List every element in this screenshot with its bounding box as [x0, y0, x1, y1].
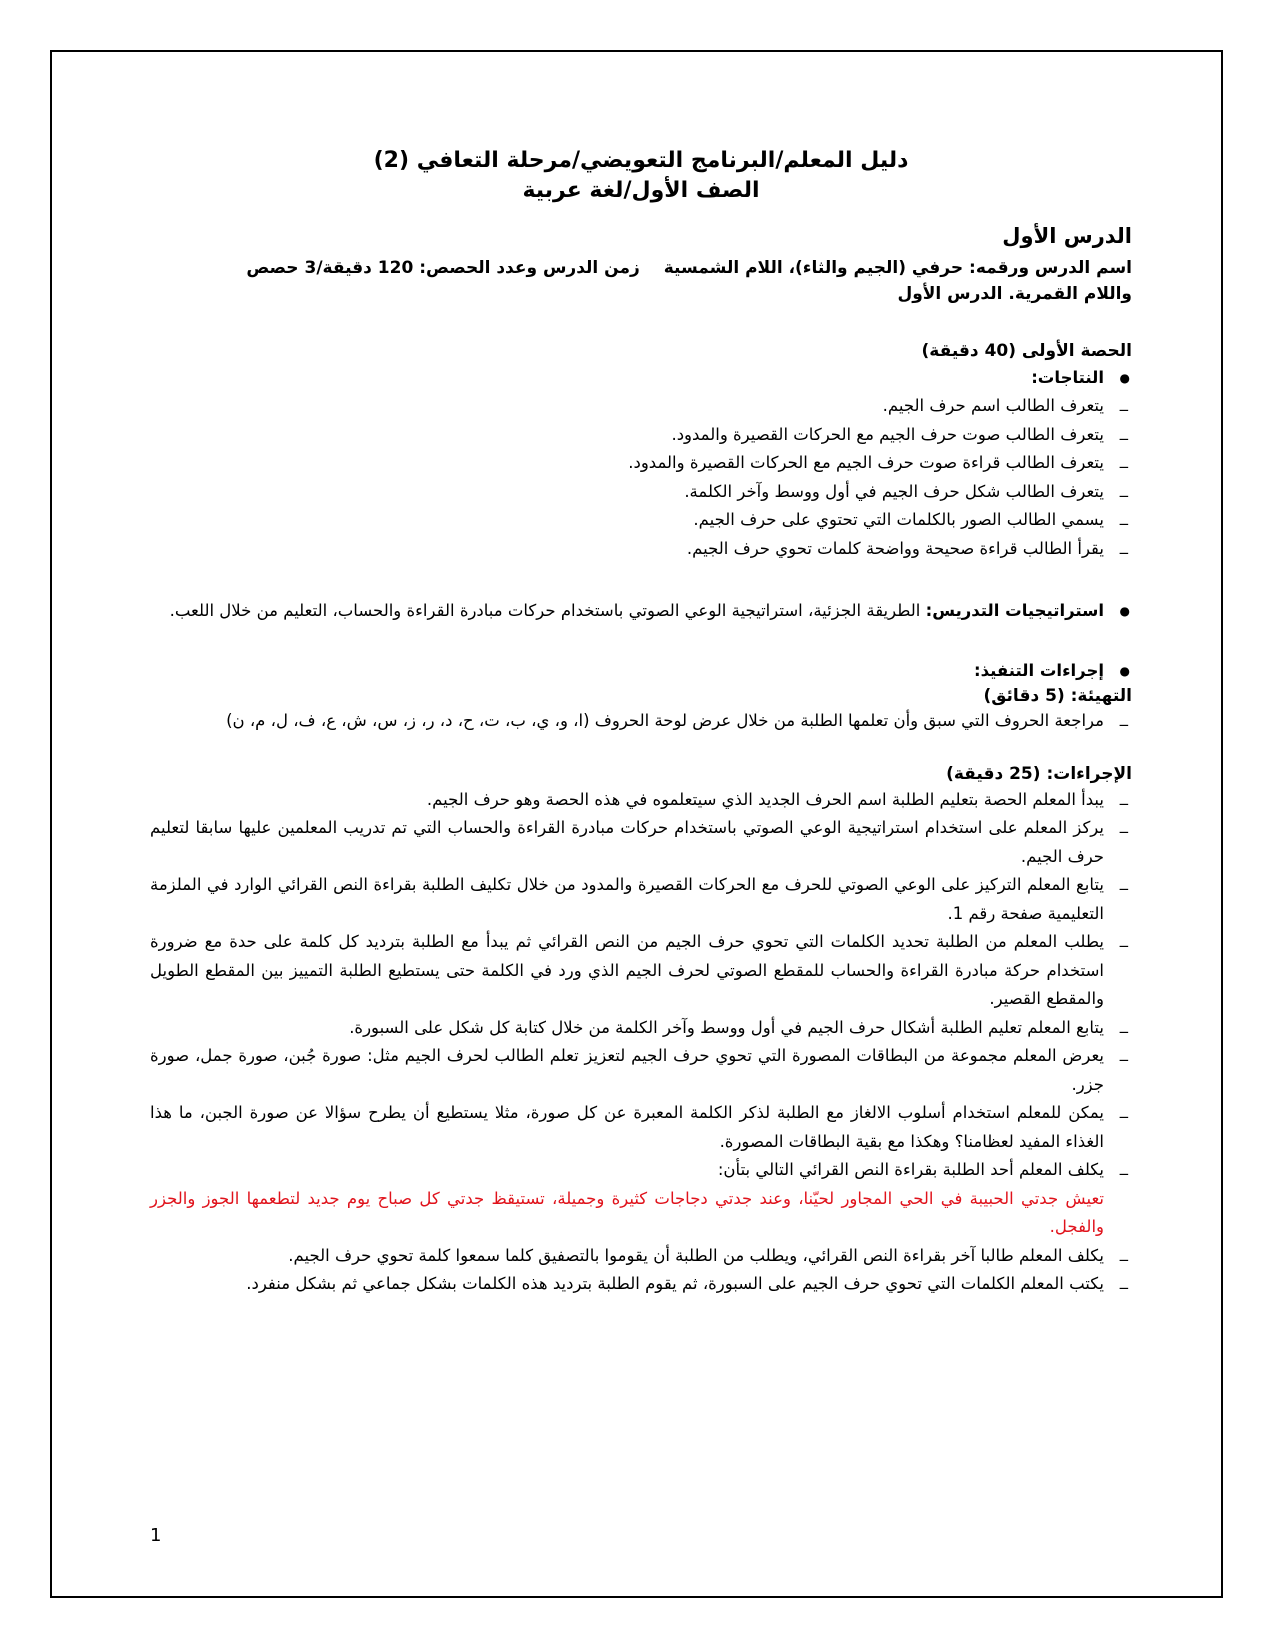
step-item: _ يركز المعلم على استخدام استراتيجية الوعي الصوتي باستخدام حركات مبادرة القراءة والحساب التي تم تدريب المعلمين عليها سابقا لتعليم حرف الجيم.	[150, 814, 1132, 871]
outcome-item: _ يتعرف الطالب شكل حرف الجيم في أول ووسط وآخر الكلمة.	[150, 478, 1132, 507]
outcome-item: _ يتعرف الطالب قراءة صوت حرف الجيم مع الحركات القصيرة والمدود.	[150, 449, 1132, 478]
lesson-heading: الدرس الأول	[1002, 224, 1132, 248]
lesson-info-line-1	[150, 255, 1132, 281]
warmup-list	[150, 707, 1132, 736]
outcomes-bullet	[150, 364, 1132, 392]
outcomes-list	[150, 392, 1132, 563]
session-heading: الحصة الأولى (40 دقيقة)	[921, 341, 1132, 361]
procedures-bullet	[150, 657, 1132, 685]
strategies-label: استراتيجيات التدريس:	[925, 601, 1104, 620]
lesson-name-label: اسم الدرس ورقمه:	[969, 258, 1132, 278]
lesson-name-value: حرفي (الجيم والثاء)، اللام الشمسية	[663, 258, 964, 278]
document-title	[150, 146, 1132, 206]
outcomes-label: النتاجات:	[1031, 368, 1104, 387]
strategies-bullet	[150, 597, 1132, 625]
page-number: 1	[150, 1525, 162, 1546]
step-item: _ يطلب المعلم من الطلبة تحديد الكلمات التي تحوي حرف الجيم من النص القرائي ثم يبدأ مع الطلبة بترديد كل كلمة على حدة مع ضرورة استخدام حركة مبادرة القراءة والحساب للمقطع الصوتي لحرف الجيم الذي ورد في الكلمة حتى يستطيع الطلبة التمييز بين المقطع الطويل والمقطع القصير.	[150, 928, 1132, 1014]
lesson-info-line-2: واللام القمرية. الدرس الأول	[897, 284, 1132, 304]
title-line-1: دليل المعلم/البرنامج التعويضي/مرحلة التعافي (2)	[373, 148, 909, 173]
step-item: _ يكتب المعلم الكلمات التي تحوي حرف الجيم على السبورة، ثم يقوم الطلبة بترديد هذه الكلمات بشكل جماعي ثم بشكل منفرد.	[150, 1270, 1132, 1299]
step-item: _ يكلف المعلم أحد الطلبة بقراءة النص القرائي التالي بتأن:	[150, 1156, 1132, 1185]
outcome-item: _ يسمي الطالب الصور بالكلمات التي تحتوي على حرف الجيم.	[150, 506, 1132, 535]
lesson-time-value: 120 دقيقة/3 حصص	[246, 258, 414, 278]
step-item: _ يكلف المعلم طالبا آخر بقراءة النص القرائي، ويطلب من الطلبة أن يقوموا بالتصفيق كلما سمعوا كلمة تحوي حرف الجيم.	[150, 1242, 1132, 1271]
lesson-info	[150, 255, 1132, 307]
step-item: _ يتابع المعلم تعليم الطلبة أشكال حرف الجيم في أول ووسط وآخر الكلمة من خلال كتابة كل شكل على السبورة.	[150, 1014, 1132, 1043]
strategies-text: الطريقة الجزئية، استراتيجية الوعي الصوتي باستخدام حركات مبادرة القراءة والحساب، التعليم من خلال اللعب.	[169, 601, 921, 620]
session-section	[150, 338, 1132, 1299]
steps-heading: الإجراءات: (25 دقيقة)	[946, 763, 1132, 784]
step-item: _ يبدأ المعلم الحصة بتعليم الطلبة اسم الحرف الجديد الذي سيتعلموه في هذه الحصة وهو حرف الجيم.	[150, 786, 1132, 815]
warmup-heading: التهيئة: (5 دقائق)	[983, 686, 1132, 706]
step-item: _ يعرض المعلم مجموعة من البطاقات المصورة التي تحوي حرف الجيم لتعزيز تعلم الطالب لحرف الجيم مثل: صورة جُبن، صورة جمل، صورة جزر.	[150, 1042, 1132, 1099]
outcome-item: _ يتعرف الطالب صوت حرف الجيم مع الحركات القصيرة والمدود.	[150, 421, 1132, 450]
reading-text: تعيش جدتي الحبيبة في الحي المجاور لحيّنا، وعند جدتي دجاجات كثيرة وجميلة، تستيقظ جدتي كل صباح يوم جديد لتطعمها الجوز والجزر والفجل.	[150, 1188, 1104, 1236]
warmup-item: _ مراجعة الحروف التي سبق وأن تعلمها الطلبة من خلال عرض لوحة الحروف (ا، و، ي، ب، ت، ح، د، ر، ز، س، ش، ع، ف، ل، م، ن)	[150, 707, 1132, 736]
step-item: _ يتابع المعلم التركيز على الوعي الصوتي للحرف مع الحركات القصيرة والمدود من خلال تكليف الطلبة بقراءة النص القرائي الوارد في الملزمة التعليمية صفحة رقم 1.	[150, 871, 1132, 928]
lesson-time-label: زمن الدرس وعدد الحصص:	[419, 258, 640, 278]
outcome-item: _ يتعرف الطالب اسم حرف الجيم.	[150, 392, 1132, 421]
step-item: _ يمكن للمعلم استخدام أسلوب الالغاز مع الطلبة لذكر الكلمة المعبرة عن كل صورة، مثلا يستطيع أن يطرح سؤالا عن صورة الجبن، ما هذا الغذاء المفيد لعظامنا؟ وهكذا مع بقية البطاقات المصورة.	[150, 1099, 1132, 1156]
steps-list	[150, 786, 1132, 1299]
outcome-item: _ يقرأ الطالب قراءة صحيحة وواضحة كلمات تحوي حرف الجيم.	[150, 535, 1132, 564]
title-line-2: الصف الأول/لغة عربية	[522, 178, 760, 203]
procedures-label: إجراءات التنفيذ:	[974, 661, 1104, 680]
